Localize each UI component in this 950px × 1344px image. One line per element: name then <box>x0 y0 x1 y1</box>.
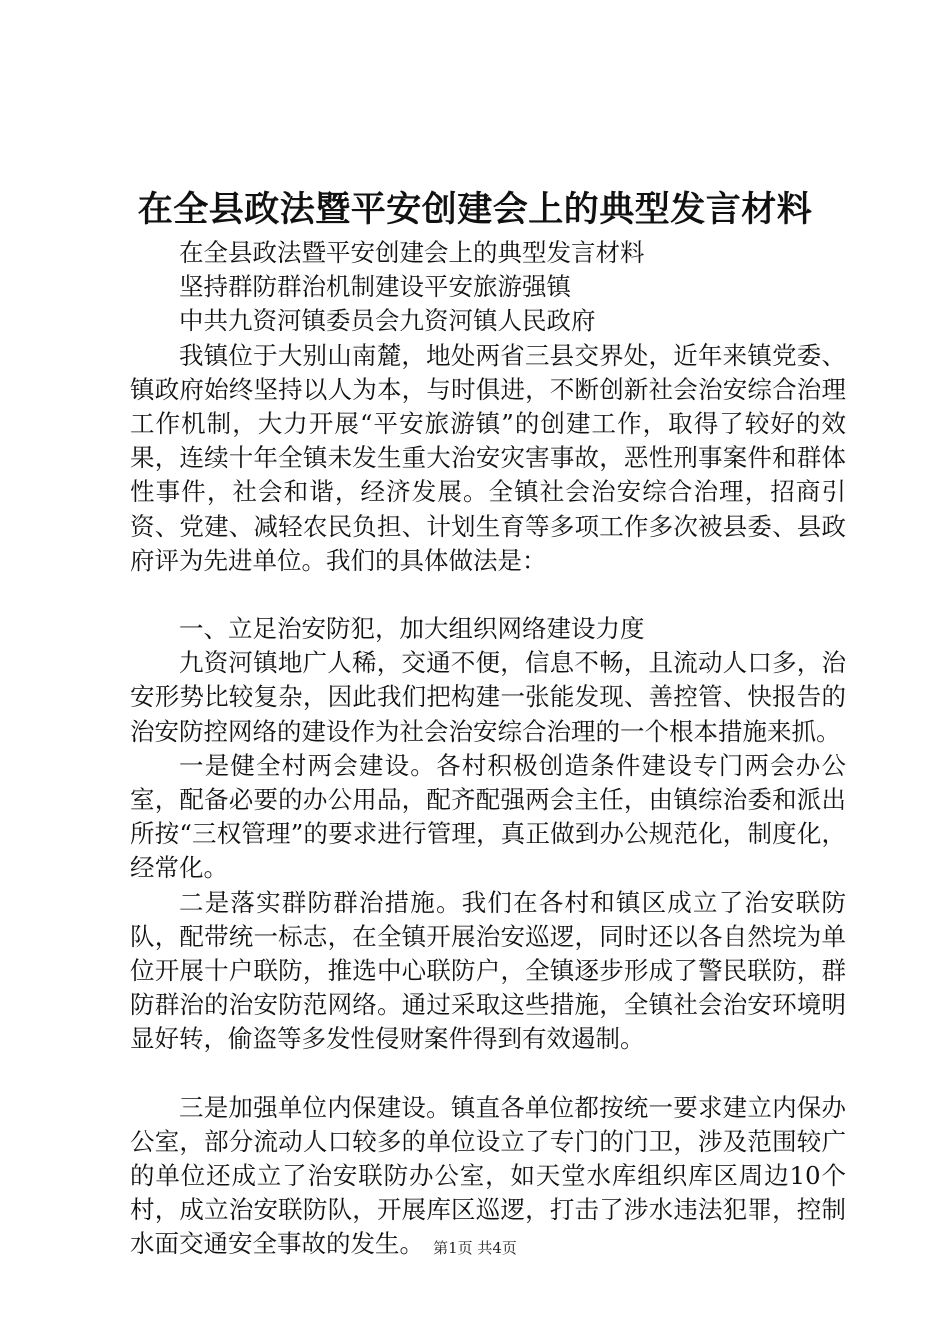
paragraph-point-3: 三是加强单位内保建设。镇直各单位都按统一要求建立内保办公室，部分流动人口较多的单位设立了专门的门卫，涉及范围较广的单位还成立了治安联防办公室，如天堂水库组织库区周边10个村，成立治安联防队，开展库区巡逻，打击了涉水违法犯罪，控制水面交通安全事故的发生。 <box>130 1092 846 1259</box>
paragraph-section-1: 九资河镇地广人稀，交通不便，信息不畅，且流动人口多，治安形势比较复杂，因此我们把构建一张能发现、善控管、快报告的治安防控网络的建设作为社会治安综合治理的一个根本措施来抓。 <box>130 648 846 746</box>
document-body <box>130 210 846 1262</box>
paragraph-author: 中共九资河镇委员会九资河镇人民政府 <box>179 306 596 336</box>
paragraph-slogan: 坚持群防群治机制建设平安旅游强镇 <box>179 272 571 302</box>
paragraph-intro: 我镇位于大别山南麓，地处两省三县交界处，近年来镇党委、镇政府始终坚持以人为本，与时俱进，不断创新社会治安综合治理工作机制，大力开展“平安旅游镇”的创建工作，取得了较好的效果，连续十年全镇未发生重大治安灾害事故，恶性刑事案件和群体性事件，社会和谐，经济发展。全镇社会治安综合治理，招商引资、党建、减轻农民负担、计划生育等多项工作多次被县委、县政府评为先进单位。我们的具体做法是： <box>130 340 846 575</box>
document-title: 在全县政法暨平安创建会上的典型发言材料 <box>137 189 813 230</box>
section-heading-1: 一、立足治安防犯，加大组织网络建设力度 <box>179 614 645 644</box>
page-number: 第1页 共4页 <box>433 1239 517 1257</box>
paragraph-point-2: 二是落实群防群治措施。我们在各村和镇区成立了治安联防队，配带统一标志，在全镇开展治安巡逻，同时还以各自然垸为单位开展十户联防，推选中心联防户，全镇逐步形成了警民联防，群防群治的治安防范网络。通过采取这些措施，全镇社会治安环境明显好转，偷盗等多发性侵财案件得到有效遏制。 <box>130 887 846 1054</box>
paragraph-subtitle: 在全县政法暨平安创建会上的典型发言材料 <box>179 238 645 267</box>
paragraph-point-1: 一是健全村两会建设。各村积极创造条件建设专门两会办公室，配备必要的办公用品，配齐配强两会主任，由镇综治委和派出所按“三权管理”的要求进行管理，真正做到办公规范化，制度化，经常化。 <box>130 750 846 883</box>
